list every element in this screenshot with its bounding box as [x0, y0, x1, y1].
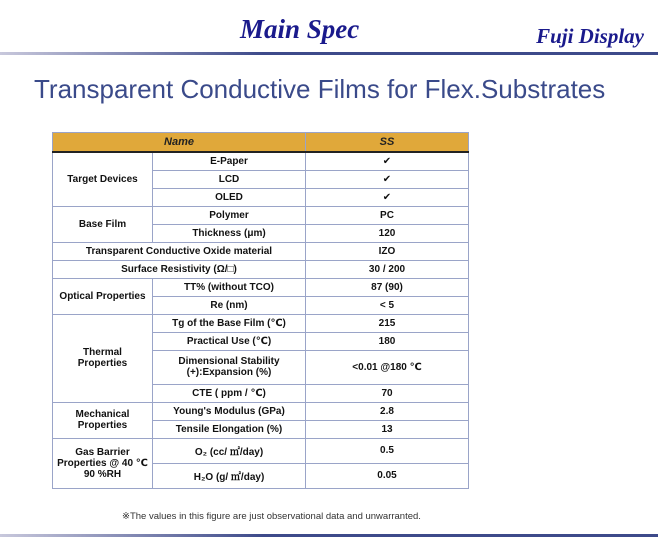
item-lcd: LCD — [153, 170, 306, 188]
item-dimensional-stability: Dimensional Stability (+):Expansion (%) — [153, 350, 306, 384]
value-tt: 87 (90) — [306, 278, 469, 296]
bottom-divider — [0, 534, 658, 537]
value-o2: 0.5 — [306, 438, 469, 463]
item-o2: O₂ (cc/ ㎡/day) — [153, 438, 306, 463]
header — [0, 0, 658, 52]
group-gas-barrier: Gas Barrier Properties @ 40 ℃ 90 %RH — [53, 438, 153, 488]
item-re: Re (nm) — [153, 296, 306, 314]
group-base-film: Base Film — [53, 206, 153, 242]
item-oled: OLED — [153, 188, 306, 206]
brand-name: Fuji Display — [536, 24, 644, 48]
item-youngs-modulus: Young's Modulus (GPa) — [153, 402, 306, 420]
item-resistivity: Surface Resistivity (Ω/□) — [53, 260, 306, 278]
value-h2o: 0.05 — [306, 463, 469, 488]
group-optical: Optical Properties — [53, 278, 153, 314]
header-name: Name — [53, 133, 306, 153]
item-h2o: H₂O (g/ ㎡/day) — [153, 463, 306, 488]
value-oled: ✔ — [306, 188, 469, 206]
disclaimer-note: ※The values in this figure are just observational data and unwarranted. — [122, 511, 421, 522]
item-tensile-elongation: Tensile Elongation (%) — [153, 420, 306, 438]
value-re: < 5 — [306, 296, 469, 314]
page-title: Main Spec — [240, 14, 360, 44]
value-cte: 70 — [306, 384, 469, 402]
item-tg: Tg of the Base Film (℃) — [153, 314, 306, 332]
item-polymer: Polymer — [153, 206, 306, 224]
group-thermal: Thermal Properties — [53, 314, 153, 402]
item-tt: TT% (without TCO) — [153, 278, 306, 296]
value-youngs-modulus: 2.8 — [306, 402, 469, 420]
value-practical-use: 180 — [306, 332, 469, 350]
value-epaper: ✔ — [306, 152, 469, 170]
slide-subtitle: Transparent Conductive Films for Flex.Substrates — [34, 74, 606, 104]
value-dimensional-stability: <0.01 @180 ℃ — [306, 350, 469, 384]
item-thickness: Thickness (μm) — [153, 224, 306, 242]
header-ss: SS — [306, 133, 469, 153]
value-tg: 215 — [306, 314, 469, 332]
value-resistivity: 30 / 200 — [306, 260, 469, 278]
value-thickness: 120 — [306, 224, 469, 242]
spec-table — [52, 132, 469, 489]
group-mechanical: Mechanical Properties — [53, 402, 153, 438]
group-target-devices: Target Devices — [53, 152, 153, 206]
value-tensile-elongation: 13 — [306, 420, 469, 438]
item-tco: Transparent Conductive Oxide material — [53, 242, 306, 260]
value-lcd: ✔ — [306, 170, 469, 188]
item-epaper: E-Paper — [153, 152, 306, 170]
item-cte: CTE ( ppm / ℃) — [153, 384, 306, 402]
value-polymer: PC — [306, 206, 469, 224]
value-tco: IZO — [306, 242, 469, 260]
item-practical-use: Practical Use (℃) — [153, 332, 306, 350]
top-divider — [0, 52, 658, 55]
